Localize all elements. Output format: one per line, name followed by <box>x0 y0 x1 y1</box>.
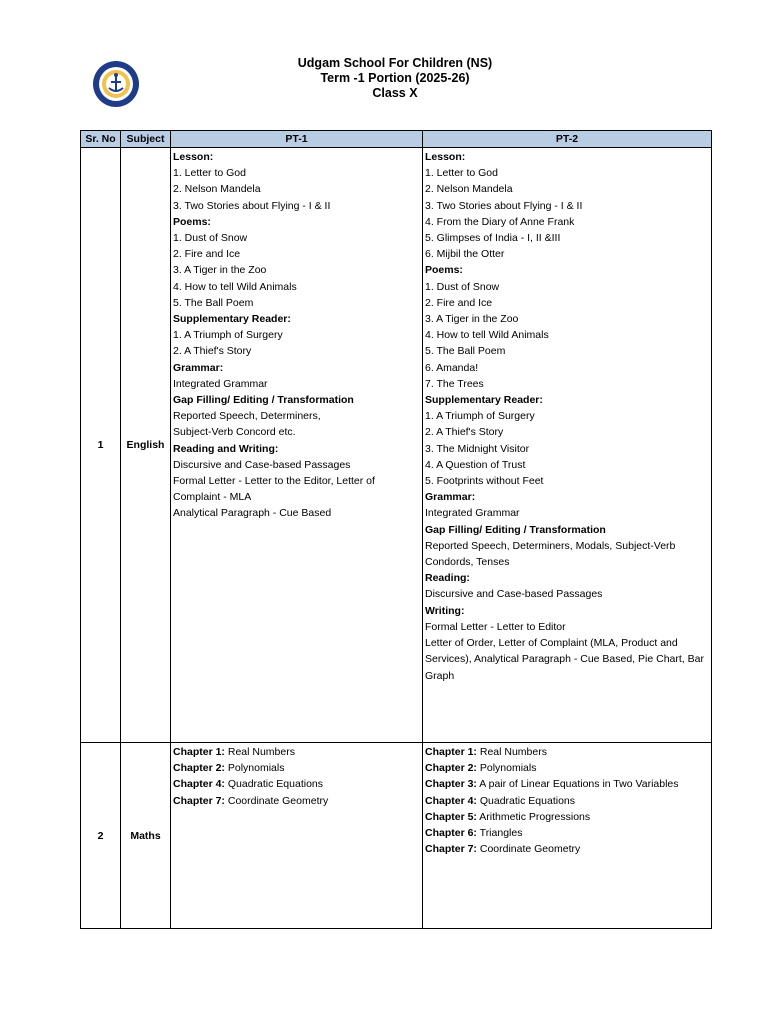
list-item <box>173 181 420 197</box>
list-item <box>425 809 709 825</box>
list-item <box>425 760 709 776</box>
item-heading: Chapter 3: <box>425 778 477 791</box>
pt2-cell <box>423 148 712 743</box>
item-heading: Supplementary Reader: <box>425 394 543 407</box>
list-item <box>425 149 709 165</box>
list-item <box>173 441 420 457</box>
list-item <box>425 586 709 602</box>
item-text: Subject-Verb Concord etc. <box>173 426 296 439</box>
item-text: A pair of Linear Equations in Two Variables <box>476 778 679 791</box>
sr-no-cell: 2 <box>81 743 121 929</box>
table-row <box>81 148 712 743</box>
item-text: Quadratic Equations <box>476 794 575 807</box>
item-text: Polynomials <box>476 762 537 775</box>
list-item <box>425 635 709 684</box>
col-header-sr-no: Sr. No <box>81 131 121 148</box>
document-header <box>240 56 550 101</box>
item-text: 5. The Ball Poem <box>425 345 506 358</box>
list-item <box>173 793 420 809</box>
list-item <box>173 262 420 278</box>
list-item <box>173 473 420 505</box>
subject-cell: Maths <box>121 743 171 929</box>
item-text: Real Numbers <box>224 746 295 758</box>
col-header-pt1: PT-1 <box>171 131 423 148</box>
item-text: 5. Glimpses of India - I, II &III <box>425 232 561 245</box>
pt2-cell <box>423 743 712 929</box>
list-item <box>425 489 709 505</box>
item-text: Letter of Order, Letter of Complaint (MLA, Product and Services), Analytical Paragraph - Cue Based, Pie Chart, Bar Graph <box>425 637 704 682</box>
item-heading: Chapter 4: <box>425 794 477 807</box>
list-item <box>173 424 420 440</box>
portion-table <box>80 130 712 929</box>
list-item <box>173 311 420 327</box>
item-text: 3. Two Stories about Flying - I & II <box>425 199 583 212</box>
item-heading: Chapter 7: <box>173 794 225 807</box>
item-text: 2. A Thief's Story <box>173 345 252 358</box>
item-text: 2. Nelson Mandela <box>425 183 513 196</box>
item-text: 1. A Triumph of Surgery <box>173 329 283 342</box>
col-header-subject: Subject <box>121 131 171 148</box>
list-item <box>425 230 709 246</box>
item-heading: Poems: <box>425 264 463 277</box>
item-heading: Chapter 4: <box>173 778 225 791</box>
list-item <box>173 776 420 792</box>
item-text: 2. Fire and Ice <box>425 296 493 309</box>
item-heading: Gap Filling/ Editing / Transformation <box>173 394 354 407</box>
list-item <box>425 408 709 424</box>
item-text: 4. From the Diary of Anne Frank <box>425 215 575 228</box>
pt1-cell <box>171 743 423 929</box>
item-text: 1. Letter to God <box>173 167 246 180</box>
item-heading: Chapter 2: <box>173 762 225 775</box>
table-row <box>81 743 712 929</box>
list-item <box>173 376 420 392</box>
list-item <box>425 343 709 359</box>
list-item <box>425 311 709 327</box>
item-text: 1. A Triumph of Surgery <box>425 410 535 423</box>
list-item <box>425 538 709 570</box>
item-heading: Poems: <box>173 215 211 228</box>
item-text: Formal Letter - Letter to Editor <box>425 620 566 633</box>
list-item <box>425 246 709 262</box>
list-item <box>425 181 709 197</box>
item-heading: Reading and Writing: <box>173 442 279 455</box>
list-item <box>425 841 709 857</box>
item-text: 3. A Tiger in the Zoo <box>173 264 267 277</box>
list-item <box>173 457 420 473</box>
item-text: 2. Fire and Ice <box>173 248 241 261</box>
item-text: Polynomials <box>224 762 285 775</box>
list-item <box>425 570 709 586</box>
item-text: 2. Nelson Mandela <box>173 183 261 196</box>
item-text: 3. Two Stories about Flying - I & II <box>173 199 331 212</box>
item-text: Coordinate Geometry <box>476 843 581 856</box>
item-text: 4. How to tell Wild Animals <box>173 280 297 293</box>
list-item <box>173 214 420 230</box>
item-heading: Lesson: <box>425 151 466 163</box>
list-item <box>173 408 420 424</box>
item-heading: Grammar: <box>425 491 476 504</box>
item-text: 1. Dust of Snow <box>425 280 500 293</box>
item-text: 4. A Question of Trust <box>425 458 526 471</box>
list-item <box>425 603 709 619</box>
list-item <box>425 279 709 295</box>
item-text: 4. How to tell Wild Animals <box>425 329 549 342</box>
item-heading: Grammar: <box>173 361 224 374</box>
item-heading: Chapter 7: <box>425 843 477 856</box>
list-item <box>173 198 420 214</box>
item-heading: Chapter 1: <box>425 746 477 758</box>
item-text: Integrated Grammar <box>425 507 520 520</box>
list-item <box>425 424 709 440</box>
list-item <box>425 825 709 841</box>
list-item <box>425 522 709 538</box>
list-item <box>425 165 709 181</box>
list-item <box>425 744 709 760</box>
class-name: Class X <box>372 86 418 100</box>
item-text: Integrated Grammar <box>173 377 268 390</box>
item-heading: Chapter 6: <box>425 827 477 840</box>
list-item <box>425 619 709 635</box>
list-item <box>173 246 420 262</box>
item-text: 1. Dust of Snow <box>173 232 248 245</box>
col-header-pt2: PT-2 <box>423 131 712 148</box>
item-text: Triangles <box>476 827 523 840</box>
item-heading: Reading: <box>425 572 470 585</box>
item-text: 7. The Trees <box>425 377 484 390</box>
item-text: Quadratic Equations <box>224 778 323 791</box>
school-logo <box>92 60 140 108</box>
item-heading: Supplementary Reader: <box>173 313 291 326</box>
item-text: Discursive and Case-based Passages <box>425 588 603 601</box>
school-name: Udgam School For Children (NS) <box>297 56 493 70</box>
list-item <box>425 295 709 311</box>
item-text: 5. The Ball Poem <box>173 296 254 309</box>
list-item <box>425 457 709 473</box>
item-text: Arithmetic Progressions <box>476 810 591 823</box>
list-item <box>425 505 709 521</box>
list-item <box>425 360 709 376</box>
subject-cell: English <box>121 148 171 743</box>
list-item <box>425 262 709 278</box>
list-item <box>173 327 420 343</box>
item-text: Analytical Paragraph - Cue Based <box>173 507 332 520</box>
list-item <box>173 505 420 521</box>
item-heading: Writing: <box>425 604 465 617</box>
item-text: 6. Amanda! <box>425 361 479 374</box>
term-portion: Term -1 Portion (2025-26) <box>320 71 470 85</box>
list-item <box>173 149 420 165</box>
list-item <box>173 392 420 408</box>
list-item <box>173 760 420 776</box>
list-item <box>425 392 709 408</box>
item-text: 2. A Thief's Story <box>425 426 504 439</box>
list-item <box>425 793 709 809</box>
sr-no-cell: 1 <box>81 148 121 743</box>
item-text: 3. A Tiger in the Zoo <box>425 313 519 326</box>
list-item <box>425 776 709 792</box>
item-text: 3. The Midnight Visitor <box>425 442 530 455</box>
item-heading: Gap Filling/ Editing / Transformation <box>425 523 606 536</box>
item-heading: Chapter 1: <box>173 746 225 758</box>
item-text: Formal Letter - Letter to the Editor, Letter of Complaint - MLA <box>173 475 375 504</box>
list-item <box>425 214 709 230</box>
item-text: 6. Mijbil the Otter <box>425 248 505 261</box>
pt1-cell <box>171 148 423 743</box>
item-text: Real Numbers <box>476 746 547 758</box>
table-header-row <box>81 131 712 148</box>
list-item <box>425 473 709 489</box>
list-item <box>173 744 420 760</box>
list-item <box>425 376 709 392</box>
item-text: Coordinate Geometry <box>224 794 329 807</box>
item-text: 5. Footprints without Feet <box>425 475 544 488</box>
item-heading: Chapter 2: <box>425 762 477 775</box>
list-item <box>173 230 420 246</box>
list-item <box>173 165 420 181</box>
item-text: Reported Speech, Determiners, Modals, Subject-Verb Condords, Tenses <box>425 539 676 569</box>
item-heading: Lesson: <box>173 151 214 163</box>
list-item <box>173 360 420 376</box>
list-item <box>173 279 420 295</box>
item-text: 1. Letter to God <box>425 167 498 180</box>
list-item <box>425 327 709 343</box>
list-item <box>425 198 709 214</box>
item-text: Reported Speech, Determiners, <box>173 410 321 423</box>
list-item <box>425 441 709 457</box>
list-item <box>173 295 420 311</box>
list-item <box>173 343 420 359</box>
item-heading: Chapter 5: <box>425 810 477 823</box>
item-text: Discursive and Case-based Passages <box>173 458 351 471</box>
